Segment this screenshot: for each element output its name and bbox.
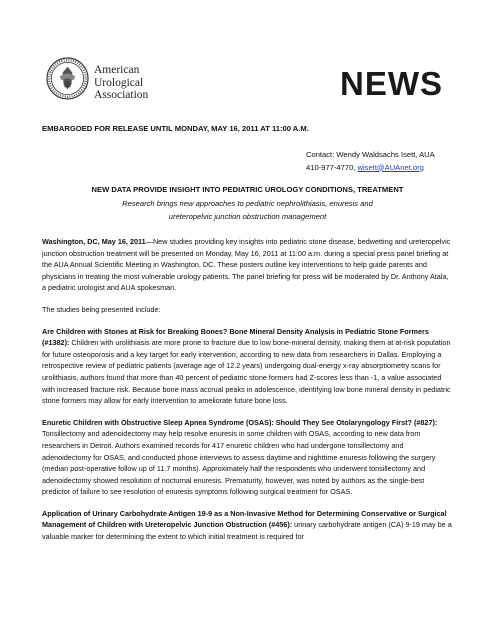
contact-block	[306, 149, 435, 174]
dateline: Washington, DC, May 16, 2011	[42, 237, 146, 246]
organization-name	[94, 64, 148, 102]
study-paragraph	[42, 417, 454, 498]
study-text: urinary carbohydrate antigen (CA) 9-19 may be a valuable marker for determining the extent to which initial treatment is required for	[42, 520, 452, 542]
news-label: NEWS	[340, 65, 443, 102]
study-text: Tonsillectomy and adenoidectomy may help resolve enuresis in some children with OSAS, according to new data from researchers in Detroit. Authors examined records for 417 enuretic children who had undergone tonsillectomy and adenoidectomy for OSAS, and conducted phone interviews to assess daytime and nighttime enuresis following the surgery (median post-operative follow up of 11.7 months). Approximately half the respondents who underwent tonsillectomy and adenoidectomy showed resolution of nocturnal enuresis. Prematurity, however, was noted by authors as the single-best predictor of failure to see resolution of enuresis symptoms following surgical treatment for OSAS.	[42, 429, 436, 497]
article-body	[42, 236, 454, 553]
subheadline-line-1: Research brings new approaches to pediatric nephrolithiasis, enuresis and	[122, 199, 373, 208]
contact-phone: 410-977-4770,	[306, 162, 358, 172]
studies-intro: The studies being presented include:	[42, 304, 161, 314]
subheadline	[42, 198, 453, 223]
contact-name: Contact: Wendy Waldsachs Isett, AUA	[306, 150, 435, 159]
subheadline-line-2: ureteropelvic junction obstruction management	[168, 211, 327, 221]
org-name-line-2: Urological	[94, 76, 144, 89]
study-title: Are Children with Stones at Risk for Breaking Bones? Bone Mineral Density Analysis in Pediatric Stone Formers (#1382):	[42, 326, 429, 348]
embargo-notice: EMBARGOED FOR RELEASE UNTIL MONDAY, MAY 16, 2011 AT 11:00 A.M.	[42, 124, 309, 133]
study-paragraph	[42, 508, 454, 543]
study-text: Children with urolithiasis are more prone to fracture due to low bone-mineral density, making them at at-risk population for future osteoporosis and a key target for early intervention, according to new data from researchers in Dallas. Employing a retrospective review of pediatric patients (average age of 12.2 years) undergoing dual-energy x-ray absorptiometry scans for urolithiasis, authors found that more than 40 percent of pediatric stone formers had Z-scores less than -1, a value associated with increased fracture risk. Because bone mass accrual peaks in adolescence, identifying low bone mineral density in pediatric stone formers may allow for early intervention to ameliorate future bone loss.	[42, 338, 451, 406]
headline: NEW DATA PROVIDE INSIGHT INTO PEDIATRIC UROLOGY CONDITIONS, TREATMENT	[91, 185, 404, 194]
aua-seal-icon	[46, 57, 89, 100]
contact-email-link[interactable]: wisett@AUAnet.org	[357, 162, 424, 172]
contact-phone-email	[306, 162, 435, 175]
org-name-line-3: Association	[94, 89, 149, 101]
intro-paragraph	[42, 236, 454, 294]
org-name-line-1: American	[94, 64, 140, 76]
study-paragraph	[42, 326, 454, 407]
intro-text: —New studies providing key insights into pediatric stone disease, bedwetting and ureteropelvic junction obstruction treatment will be presented on Monday, May 16, 2011 at 11:00 a.m. during a special press panel briefing at the AUA Annual Scientific Meeting in Washington, DC. These posters outline key interventions to help guide parents and physicians in treating the most vulnerable urology patients. The panel briefing for press will be moderated by Dr. Anthony Atala, a pediatric urologist and AUA spokesman.	[42, 237, 451, 293]
study-title: Enuretic Children with Obstructive Sleep Apnea Syndrome (OSAS): Should They See Otolaryngology First? (#827):	[42, 417, 438, 427]
study-title: Application of Urinary Carbohydrate Antigen 19-9 as a Non-Invasive Method for Determining Conservative or Surgical Management of Children with Ureteropelvic Junction Obstruction (#456):	[42, 508, 447, 530]
